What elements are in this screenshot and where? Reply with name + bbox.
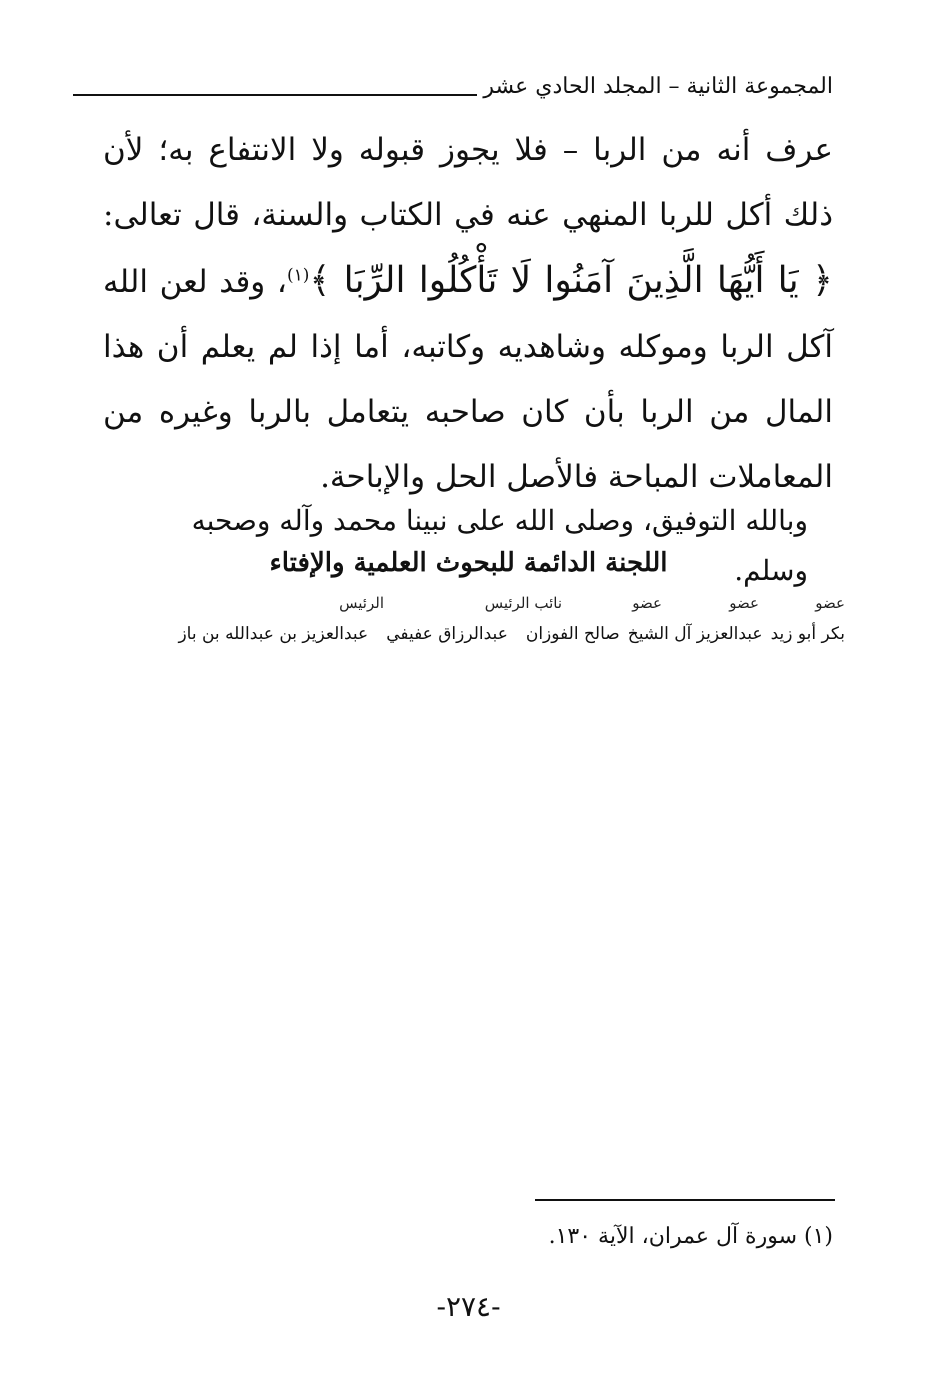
footnote: (١) سورة آل عمران، الآية ١٣٠.	[548, 1224, 833, 1249]
page-number: -٢٧٤-	[436, 1290, 501, 1323]
body-paragraph	[103, 118, 833, 510]
signatory-name: عبدالعزيز بن عبدالله بن باز	[178, 624, 369, 644]
closing-line: وبالله التوفيق، وصلى الله على نبينا محمد وآله وصحبه وسلم.	[191, 504, 808, 587]
signatories-block	[125, 594, 845, 644]
committee-name: اللجنة الدائمة للبحوث العلمية والإفتاء	[269, 548, 668, 578]
signatory-name: عبدالعزيز آل الشيخ	[627, 624, 763, 644]
header-title: المجموعة الثانية – المجلد الحادي عشر	[483, 74, 833, 99]
running-header	[73, 64, 833, 104]
fatwa-body	[103, 118, 833, 510]
signatory-names-row	[125, 624, 845, 644]
body-line-rest: ، وقد لعن الله آكل الربا وموكله وشاهديه وكاتبه، أما إذا لم يعلم أن هذا المال من الربا بأن كان صاحبه يتعامل بالربا وغيره من المعاملات المباحة فالأصل الحل والإباحة.	[103, 264, 833, 495]
signatory-role: عضو	[815, 594, 845, 612]
signatory-role: الرئيس	[339, 594, 384, 612]
signatory-role: نائب الرئيس	[484, 594, 562, 612]
header-rule	[73, 94, 477, 96]
signatory-roles-row	[125, 594, 845, 612]
body-line-1: عرف أنه من الربا – فلا يجوز قبوله ولا الانتفاع به؛ لأن ذلك أكل	[103, 132, 834, 233]
body-line-2: للربا المنهي عنه في الكتاب والسنة، قال تعالى:	[103, 197, 714, 233]
signatory-name: صالح الفوزان	[525, 624, 620, 644]
footnote-separator	[535, 1199, 835, 1201]
signatory-name: بكر أبو زيد	[770, 624, 845, 644]
signatory-role: عضو	[632, 594, 662, 612]
quran-verse: ﴿ يَا أَيُّهَا الَّذِينَ آمَنُوا لَا تَأْكُلُوا الرِّبَا ﴾	[309, 260, 833, 301]
signatory-name: عبدالرزاق عفيفي	[386, 624, 508, 644]
signatory-role: عضو	[729, 594, 759, 612]
footnote-reference: (١)	[286, 265, 310, 286]
